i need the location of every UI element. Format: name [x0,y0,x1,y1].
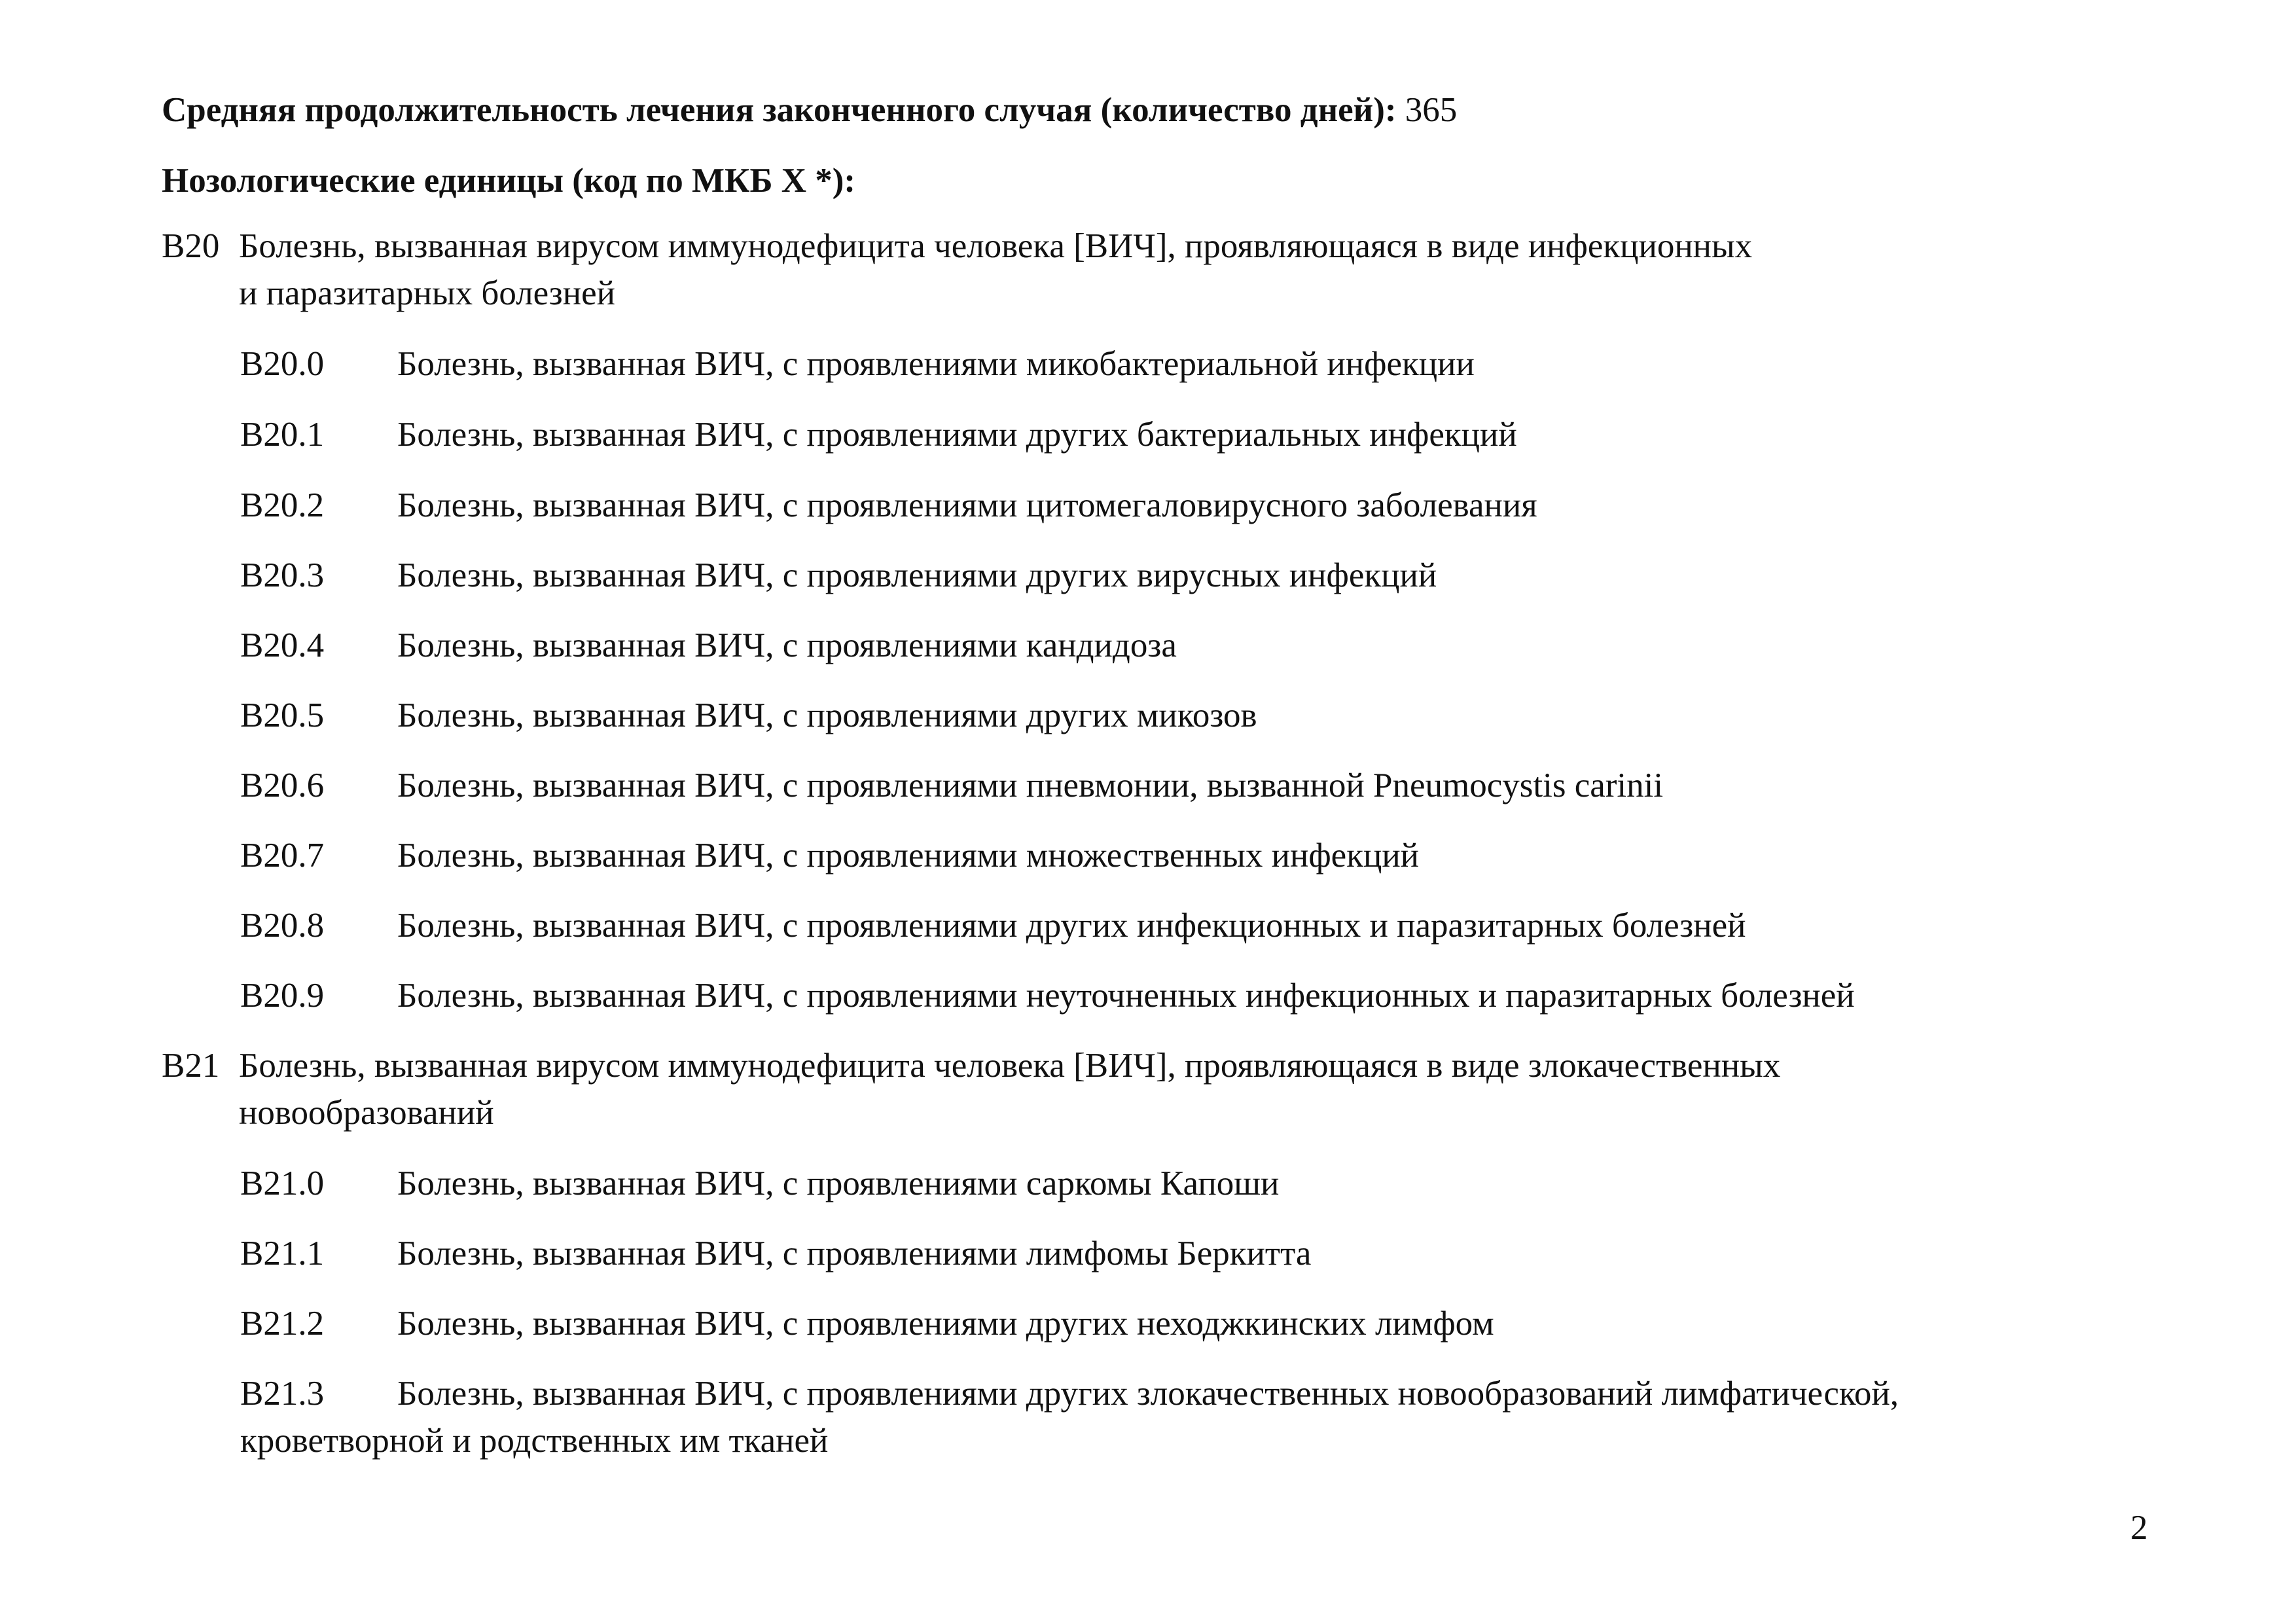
item-code: B21.2 [240,1305,325,1343]
item-text-line2: кроветворной и родственных им тканей [240,1422,829,1460]
item-code: B20.6 [240,767,325,804]
item-code: B20.2 [240,486,325,524]
item-code: B20.3 [240,556,325,594]
duration-line [162,86,1457,134]
item-code: B21.1 [240,1235,325,1272]
item-code: B20.7 [240,837,325,875]
item-code: B20.4 [240,626,325,664]
item-text: Болезнь, вызванная ВИЧ, с проявлениями других бактериальных инфекций [397,416,1517,454]
item-text: Болезнь, вызванная ВИЧ, с проявлениями пневмонии, вызванной Pneumocystis carinii [397,767,1664,804]
item-text: Болезнь, вызванная ВИЧ, с проявлениями микобактериальной инфекции [397,345,1475,383]
duration-value: 365 [1405,91,1458,129]
item-code: B21.3 [240,1375,325,1413]
item-code: B20.1 [240,416,325,454]
item-text: Болезнь, вызванная ВИЧ, с проявлениями множественных инфекций [397,837,1420,875]
page-number: 2 [2130,1509,2148,1547]
duration-label: Средняя продолжительность лечения законченного случая (количество дней): [162,91,1397,129]
item-text: Болезнь, вызванная ВИЧ, с проявлениями саркомы Капоши [397,1164,1280,1202]
item-code: B20.8 [240,907,325,945]
nosology-heading: Нозологические единицы (код по МКБ X *): [162,162,856,200]
item-code: B20.0 [240,345,325,383]
item-text: Болезнь, вызванная ВИЧ, с проявлениями других неходжкинских лимфом [397,1305,1494,1343]
item-text: Болезнь, вызванная ВИЧ, с проявлениями других инфекционных и паразитарных болезней [397,907,1746,945]
item-text: Болезнь, вызванная ВИЧ, с проявлениями других вирусных инфекций [397,556,1437,594]
group-title-line1: Болезнь, вызванная вирусом иммунодефицита человека [ВИЧ], проявляющаяся в виде инфекционных [239,227,1753,265]
item-code: B20.5 [240,696,325,734]
item-code: B21.0 [240,1164,325,1202]
group-title-line2: новообразований [239,1094,494,1132]
item-text: Болезнь, вызванная ВИЧ, с проявлениями других микозов [397,696,1257,734]
group-code: B21 [162,1047,220,1085]
item-text: Болезнь, вызванная ВИЧ, с проявлениями других злокачественных новообразований лимфатической, [397,1375,1899,1413]
group-title-line1: Болезнь, вызванная вирусом иммунодефицита человека [ВИЧ], проявляющаяся в виде злокачественных [239,1047,1781,1085]
item-code: B20.9 [240,977,325,1015]
item-text: Болезнь, вызванная ВИЧ, с проявлениями неуточненных инфекционных и паразитарных болезней [397,977,1855,1015]
item-text: Болезнь, вызванная ВИЧ, с проявлениями цитомегаловирусного заболевания [397,486,1537,524]
group-code: B20 [162,227,220,265]
item-text: Болезнь, вызванная ВИЧ, с проявлениями лимфомы Беркитта [397,1235,1312,1272]
item-text: Болезнь, вызванная ВИЧ, с проявлениями кандидоза [397,626,1177,664]
group-title-line2: и паразитарных болезней [239,274,615,312]
